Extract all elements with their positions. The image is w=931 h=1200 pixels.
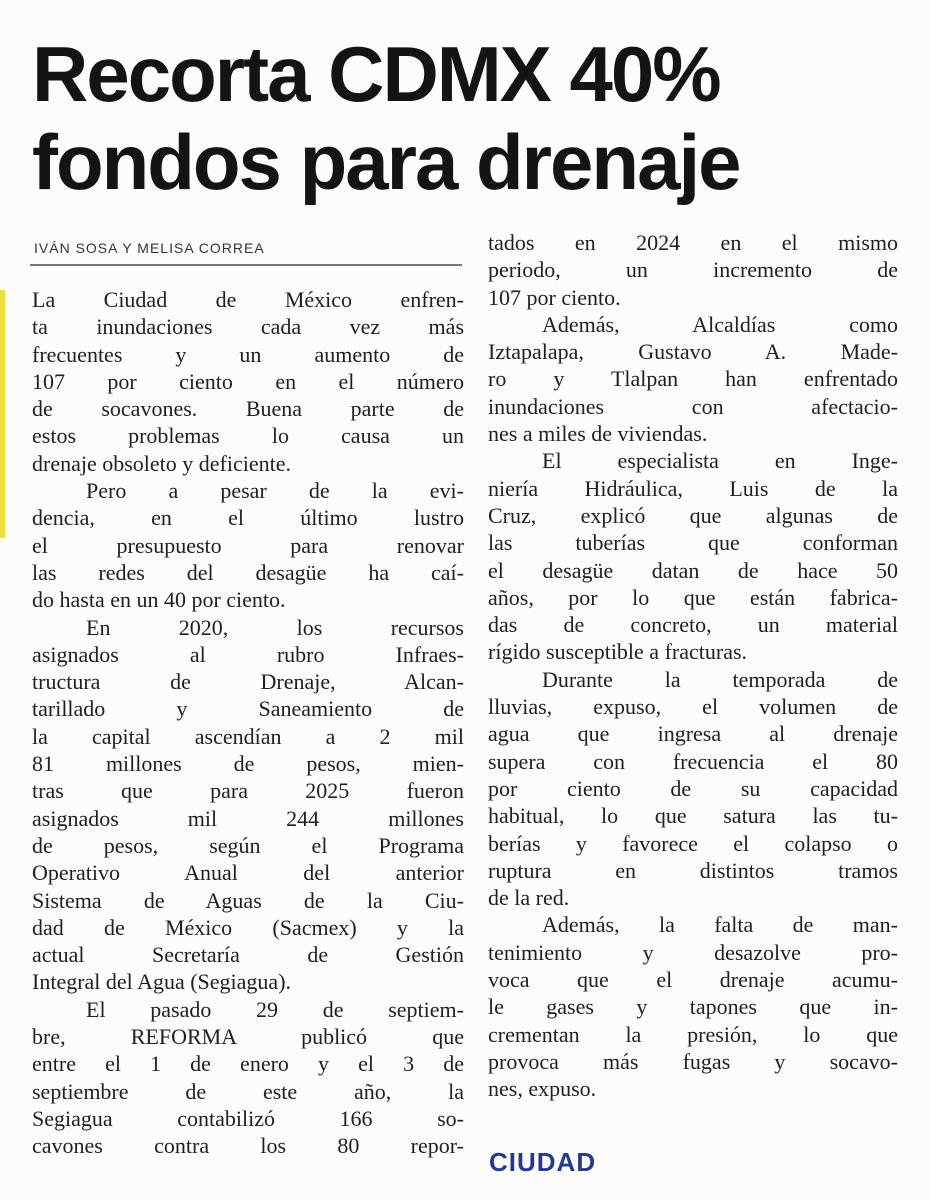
text-line: tarillado y Saneamiento de	[32, 696, 464, 722]
text-line: asignados mil 244 millones	[32, 805, 464, 831]
text-line: niería Hidráulica, Luis de la	[488, 475, 898, 501]
text-line: agua que ingresa al drenaje	[488, 721, 898, 747]
text-line: años, por lo que están fabrica-	[488, 584, 898, 610]
text-line: Además, Alcaldías como	[542, 311, 898, 337]
text-line: Iztapalapa, Gustavo A. Made-	[488, 339, 898, 365]
text-line: 107 por ciento en el número	[32, 368, 464, 394]
text-line: das de concreto, un material	[488, 612, 898, 638]
text-line: Cruz, explicó que algunas de	[488, 502, 898, 528]
byline-divider	[30, 264, 462, 266]
text-line: de la red.	[488, 885, 570, 911]
text-line: provoca más fugas y socavo-	[488, 1048, 898, 1074]
text-line: tructura de Drenaje, Alcan-	[32, 669, 464, 695]
text-line: ta inundaciones cada vez más	[32, 314, 464, 340]
text-line: las redes del desagüe ha caí-	[32, 559, 464, 585]
text-line: tenimiento y desazolve pro-	[488, 939, 898, 965]
text-line: Integral del Agua (Segiagua).	[32, 969, 292, 995]
text-line: estos problemas lo causa un	[32, 423, 464, 449]
text-line: voca que el drenaje acumu-	[488, 967, 898, 993]
section-tag: CIUDAD	[489, 1147, 597, 1177]
text-line: El especialista en Inge-	[542, 448, 898, 474]
text-line: habitual, lo que satura las tu-	[488, 803, 898, 829]
text-line: cavones contra los 80 repor-	[32, 1133, 464, 1159]
text-line: berías y favorece el colapso o	[488, 830, 898, 856]
text-line: Operativo Anual del anterior	[32, 860, 464, 886]
text-line: tras que para 2025 fueron	[32, 778, 464, 804]
left-column	[32, 286, 464, 1160]
text-line: de socavones. Buena parte de	[32, 396, 464, 422]
text-line: 107 por ciento.	[488, 284, 621, 310]
highlight-marker	[0, 290, 5, 538]
text-line: La Ciudad de México enfren-	[32, 287, 464, 312]
headline-line: fondos para drenaje	[32, 118, 740, 206]
text-line: Pero a pesar de la evi-	[86, 478, 464, 504]
text-line: dencia, en el último lustro	[32, 505, 464, 531]
text-line: nes a miles de viviendas.	[488, 421, 708, 447]
text-line: el desagüe datan de hace 50	[488, 557, 898, 583]
text-line: lluvias, expuso, el volumen de	[488, 694, 898, 720]
text-line: de pesos, según el Programa	[32, 832, 464, 858]
text-line: dad de México (Sacmex) y la	[32, 914, 464, 940]
byline: IVÁN SOSA Y MELISA CORREA	[34, 240, 265, 256]
headline-line: Recorta CDMX 40%	[32, 30, 720, 118]
text-line: la capital ascendían a 2 mil	[32, 723, 464, 749]
text-line: frecuentes y un aumento de	[32, 341, 464, 367]
text-line: drenaje obsoleto y deficiente.	[32, 450, 292, 476]
text-line: Sistema de Aguas de la Ciu-	[32, 887, 464, 913]
text-line: do hasta en un 40 por ciento.	[32, 587, 286, 613]
text-line: nes, expuso.	[488, 1076, 597, 1102]
text-line: asignados al rubro Infraes-	[32, 641, 464, 667]
text-line: El pasado 29 de septiem-	[86, 996, 464, 1022]
text-line: le gases y tapones que in-	[488, 994, 898, 1020]
text-line: las tuberías que conforman	[488, 530, 898, 556]
right-column	[488, 229, 898, 1103]
text-line: el presupuesto para renovar	[32, 532, 464, 558]
text-line: entre el 1 de enero y el 3 de	[32, 1051, 464, 1077]
text-line: Además, la falta de man-	[542, 912, 898, 938]
headline	[32, 30, 912, 206]
text-line: por ciento de su capacidad	[488, 775, 898, 801]
text-line: Segiagua contabilizó 166 so-	[32, 1105, 464, 1131]
text-line: actual Secretaría de Gestión	[32, 942, 464, 968]
text-line: inundaciones con afectacio-	[488, 393, 898, 419]
text-line: supera con frecuencia el 80	[488, 748, 898, 774]
text-line: ruptura en distintos tramos	[488, 857, 898, 883]
text-line: rígido susceptible a fracturas.	[488, 639, 748, 665]
text-line: crementan la presión, lo que	[488, 1021, 898, 1047]
text-line: En 2020, los recursos	[86, 614, 464, 640]
text-line: tados en 2024 en el mismo	[488, 230, 898, 255]
text-line: septiembre de este año, la	[32, 1078, 464, 1104]
text-line: Durante la temporada de	[542, 666, 898, 692]
text-line: bre, REFORMA publicó que	[32, 1024, 464, 1050]
text-line: ro y Tlalpan han enfrentado	[488, 366, 898, 392]
text-line: 81 millones de pesos, mien-	[32, 751, 464, 777]
text-line: periodo, un incremento de	[488, 257, 898, 283]
